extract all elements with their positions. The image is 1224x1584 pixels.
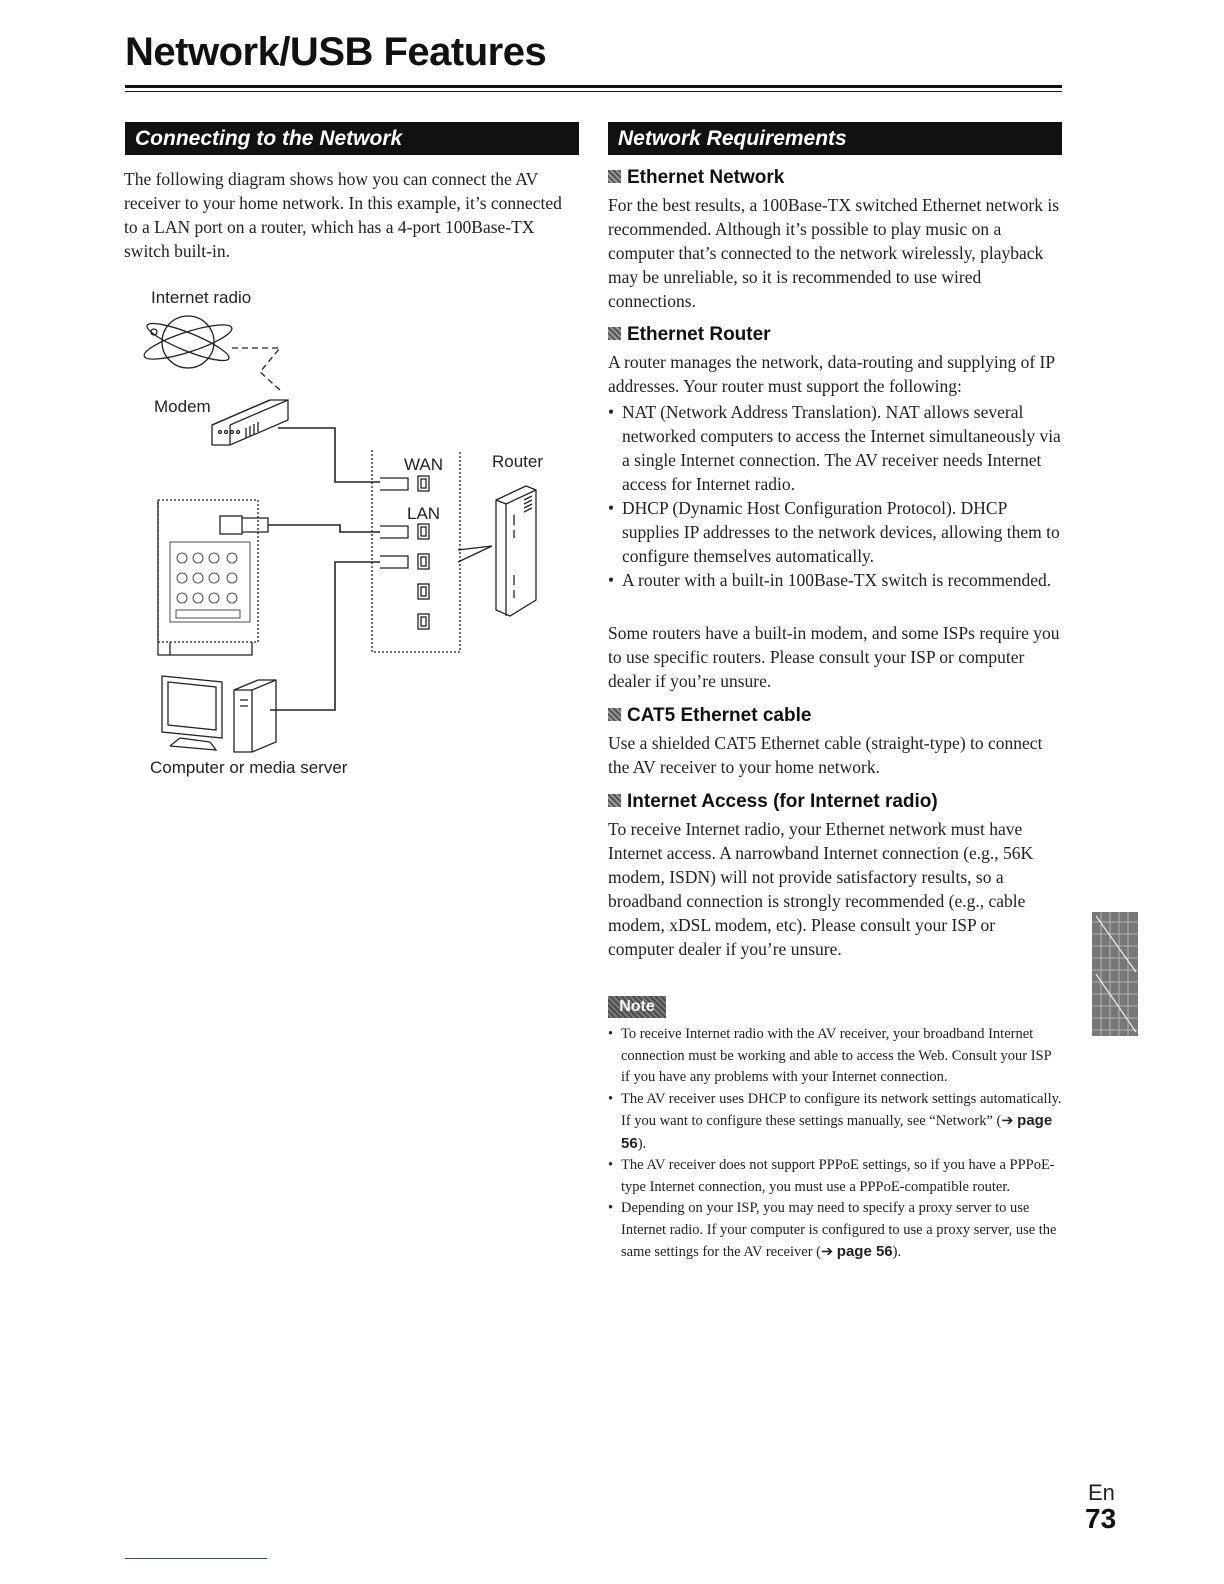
list-item: • NAT (Network Address Translation). NAT allows several networked computers to access the Internet simultaneously via a single Internet connection. The AV receiver needs Internet access for Internet radio. (608, 400, 1063, 496)
list-item: • DHCP (Dynamic Host Configuration Protocol). DHCP supplies IP addresses to the network devices, allowing them to configure themselves automatically. (608, 496, 1063, 568)
page-reference-link[interactable]: page 56 (621, 1112, 1053, 1152)
note-item: • To receive Internet radio with the AV receiver, your broadband Internet connection must be working and able to access the Web. Consult your ISP if you have any problems with your Internet connection. (608, 1024, 1063, 1089)
router-icon (496, 486, 536, 616)
ethernet-router-text: A router manages the network, data-routing and supplying of IP addresses. Your router must support the following: (608, 352, 1055, 396)
note-item: • Depending on your ISP, you may need to specify a proxy server to use Internet radio. If your computer is configured to use a proxy server, use the same settings for the AV receiver (➔ page 56). (608, 1198, 1063, 1264)
heading-ethernet-router: Ethernet Router (608, 324, 771, 346)
note-item: • The AV receiver does not support PPPoE settings, so if you have a PPPoE-type Internet connection, you must use a PPPoE-compatible router. (608, 1155, 1063, 1198)
router-after-text: Some routers have a built-in modem, and some ISPs require you to use specific routers. Please consult your ISP or computer dealer if you’re unsure. (608, 623, 1060, 691)
network-diagram (140, 310, 560, 760)
router-panel (372, 450, 460, 652)
cable-receiver-lan (268, 525, 380, 532)
square-bullet-icon (608, 794, 621, 807)
note-item: • The AV receiver uses DHCP to configure its network settings automatically. If you want to configure these settings manually, see “Network” (➔ page 56). (608, 1089, 1063, 1156)
label-internet-radio: Internet radio (151, 288, 252, 307)
language-label: En (1088, 1480, 1115, 1505)
heading-cat5: CAT5 Ethernet cable (608, 705, 811, 727)
computer-icon (162, 676, 276, 752)
globe-icon (141, 316, 235, 368)
title-rule-thin (125, 91, 1062, 92)
arrow-right-icon: ➔ (821, 1244, 837, 1260)
modem-icon (212, 400, 288, 445)
section-title-connecting: Connecting to the Network (125, 122, 579, 155)
label-computer: Computer or media server (150, 758, 348, 777)
cable-modem-wan (278, 428, 380, 482)
av-receiver-icon (158, 500, 268, 655)
footer-rule (125, 1558, 267, 1559)
square-bullet-icon (608, 170, 621, 183)
cable-computer-lan (270, 562, 380, 710)
internet-access-text: To receive Internet radio, your Ethernet network must have Internet access. A narrowband Internet connection (e.g., 56K modem, ISDN) will not provide satisfactory results, so a broadband connection is strongly recommended (e.g., cable modem, xDSL modem, etc). Please consult your ISP or computer dealer if you’re unsure. (608, 819, 1034, 959)
ethernet-network-text: For the best results, a 100Base-TX switched Ethernet network is recommended. Although it’s possible to play music on a computer that’s connected to the network wirelessly, playback may be unreliable, so it is recommended to use wired connections. (608, 195, 1060, 311)
square-bullet-icon (608, 327, 621, 340)
chapter-tab (1092, 912, 1138, 1036)
arrow-right-icon: ➔ (1001, 1113, 1018, 1129)
note-badge: Note (608, 996, 666, 1018)
label-router: Router (492, 452, 544, 471)
cat5-text: Use a shielded CAT5 Ethernet cable (straight-type) to connect the AV receiver to your home network. (608, 733, 1043, 777)
title-rule (125, 85, 1062, 88)
label-wan: WAN (404, 455, 444, 474)
square-bullet-icon (608, 708, 621, 721)
router-requirements-list (608, 400, 1063, 592)
page-reference-link[interactable]: page 56 (836, 1243, 893, 1260)
label-modem: Modem (154, 397, 211, 416)
page-number: 73 (1085, 1503, 1117, 1534)
intro-paragraph: The following diagram shows how you can connect the AV receiver to your home network. In this example, it’s connected to a LAN port on a router, which has a 4-port 100Base-TX switch built-in. (124, 169, 562, 261)
list-item: • A router with a built-in 100Base-TX switch is recommended. (608, 568, 1063, 592)
heading-ethernet-network: Ethernet Network (608, 167, 784, 189)
page-title: Network/USB Features (125, 30, 547, 74)
section-title-requirements: Network Requirements (608, 122, 1062, 155)
dashed-link (232, 348, 280, 390)
router-callout (458, 546, 492, 562)
note-list (608, 1024, 1063, 1264)
heading-internet-access: Internet Access (for Internet radio) (608, 791, 938, 813)
label-lan: LAN (407, 504, 441, 523)
